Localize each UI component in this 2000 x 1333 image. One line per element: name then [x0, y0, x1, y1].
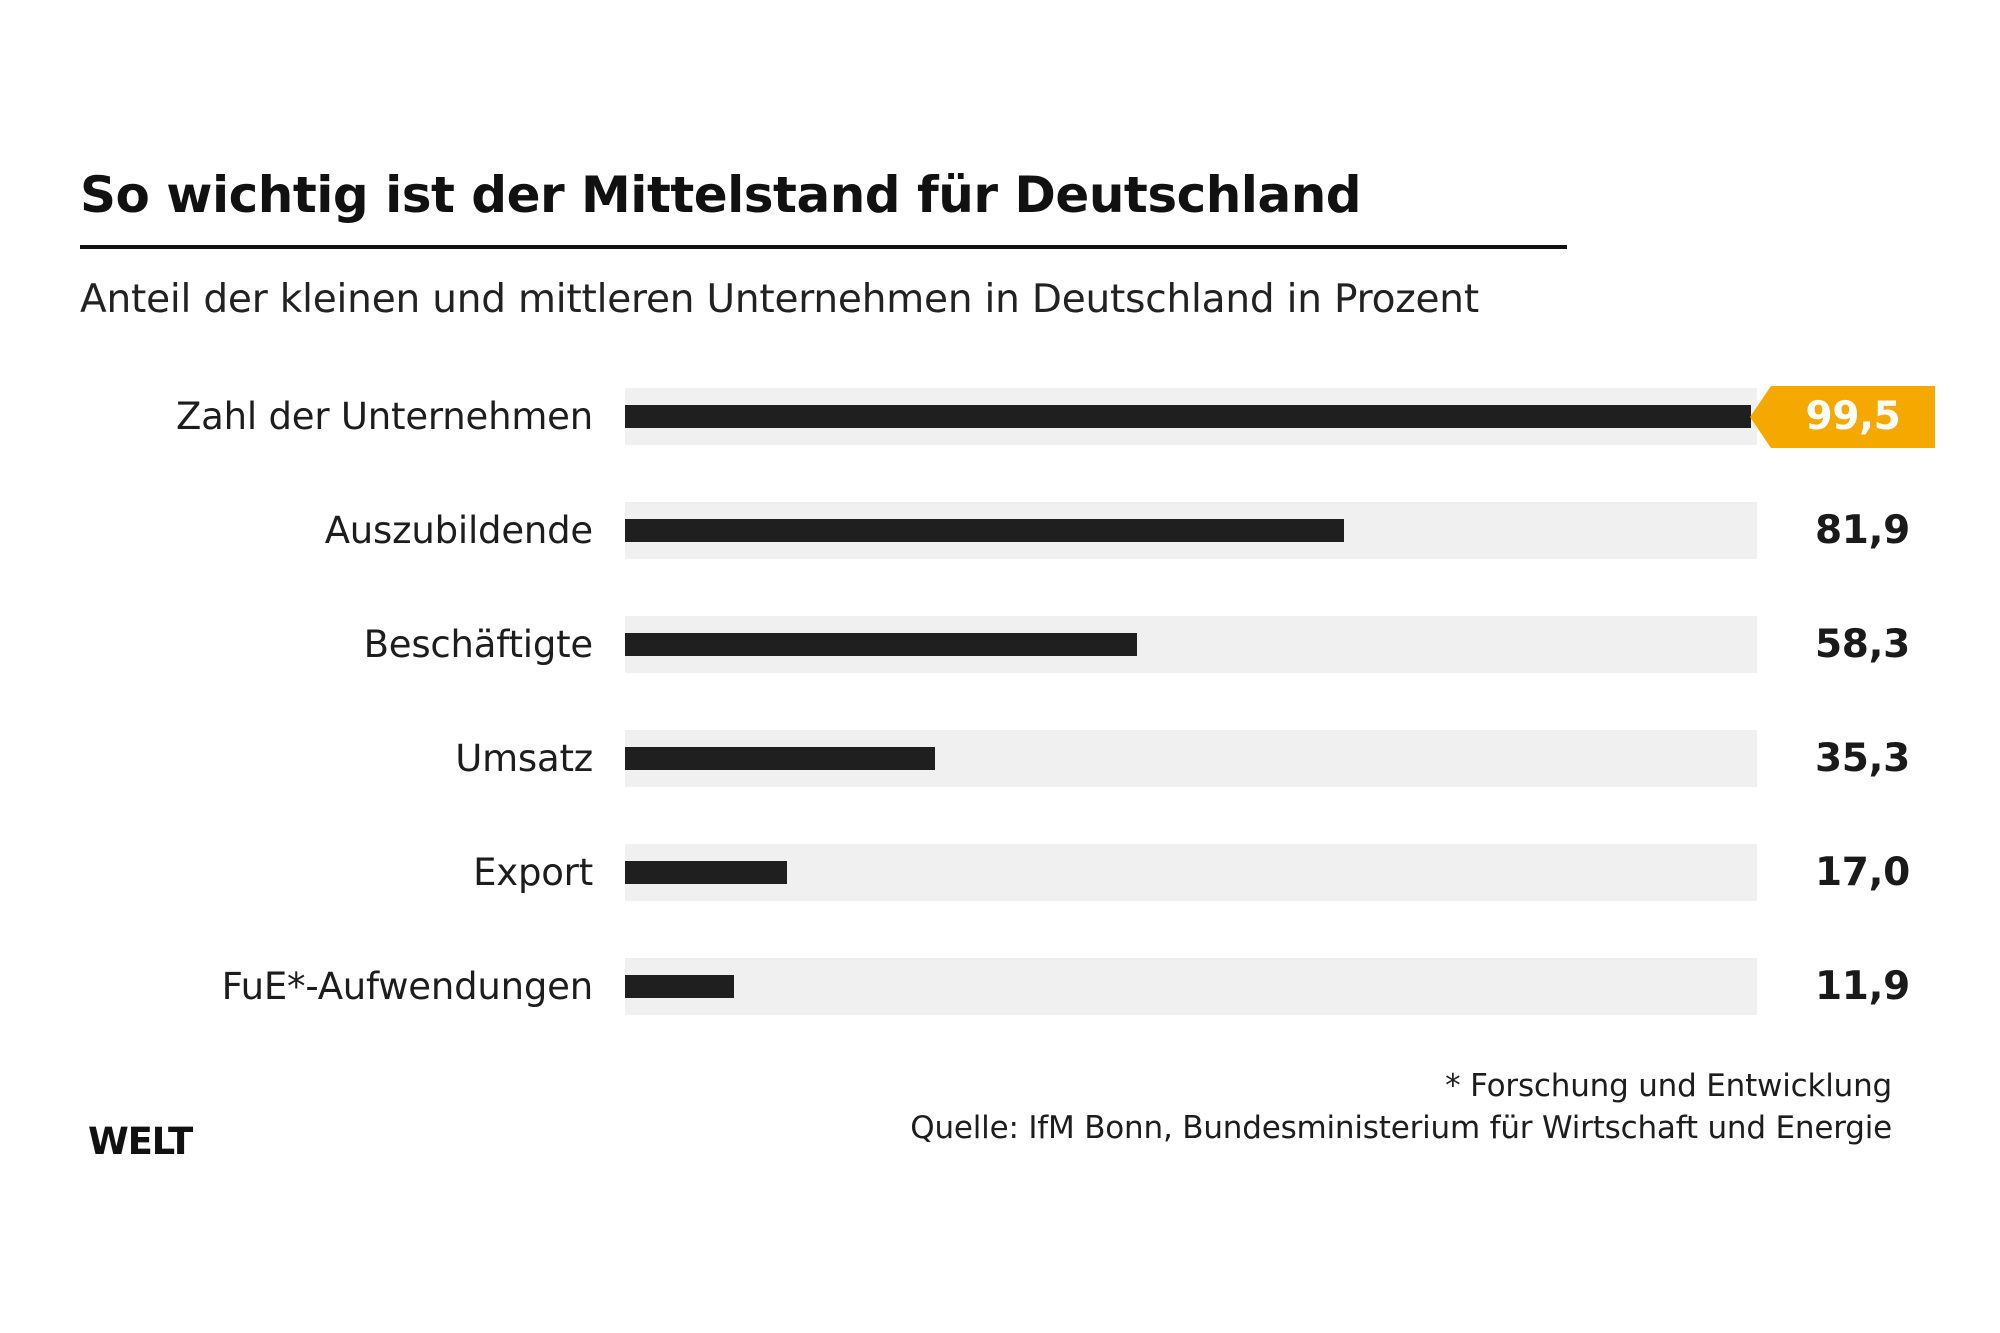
bar-row: [80, 702, 1920, 816]
bar-label: Auszubildende: [324, 509, 593, 553]
bar-label: FuE*-Aufwendungen: [221, 965, 593, 1009]
bar-label: Zahl der Unternehmen: [175, 395, 593, 439]
welt-logo: WELT: [88, 1119, 192, 1163]
bar-chart: [80, 360, 1920, 1044]
bar-fill: [625, 975, 734, 998]
bar-track: [625, 388, 1757, 445]
bar-label: Beschäftigte: [363, 623, 593, 667]
bar-row: [80, 816, 1920, 930]
bar-value-highlight: 99,5: [1771, 386, 1935, 448]
header-block: [80, 0, 1920, 324]
footnotes: [80, 1066, 1920, 1150]
bar-row: [80, 588, 1920, 702]
chart-subtitle: Anteil der kleinen und mittleren Unternehmen in Deutschland in Prozent: [80, 277, 1479, 322]
bar-label: Umsatz: [455, 737, 593, 781]
bar-track: [625, 616, 1757, 673]
bar-value: 81,9: [1814, 508, 1910, 554]
footer: [80, 1066, 1920, 1206]
bar-fill: [625, 861, 787, 884]
bar-value-cell: [1757, 388, 1935, 445]
bar-track: [625, 958, 1757, 1015]
page-title: So wichtig ist der Mittelstand für Deutschland: [80, 166, 1362, 224]
bar-track: [625, 502, 1757, 559]
bar-fill: [625, 747, 935, 770]
bar-row: [80, 360, 1920, 474]
bar-value: 58,3: [1814, 622, 1910, 668]
footnote-text: * Forschung und Entwicklung: [1445, 1067, 1892, 1104]
bar-row: [80, 474, 1920, 588]
source-text: Quelle: IfM Bonn, Bundesministerium für Wirtschaft und Energie: [910, 1109, 1892, 1146]
bar-fill: [625, 633, 1137, 656]
bar-value: 11,9: [1814, 964, 1910, 1010]
bar-track: [625, 844, 1757, 901]
bar-label: Export: [473, 851, 593, 895]
bar-fill: [625, 519, 1344, 542]
title-divider: [80, 245, 1567, 249]
bar-value: 35,3: [1814, 736, 1910, 782]
bar-value: 17,0: [1814, 850, 1910, 896]
bar-track: [625, 730, 1757, 787]
bar-fill: [625, 405, 1751, 428]
bar-row: [80, 930, 1920, 1044]
